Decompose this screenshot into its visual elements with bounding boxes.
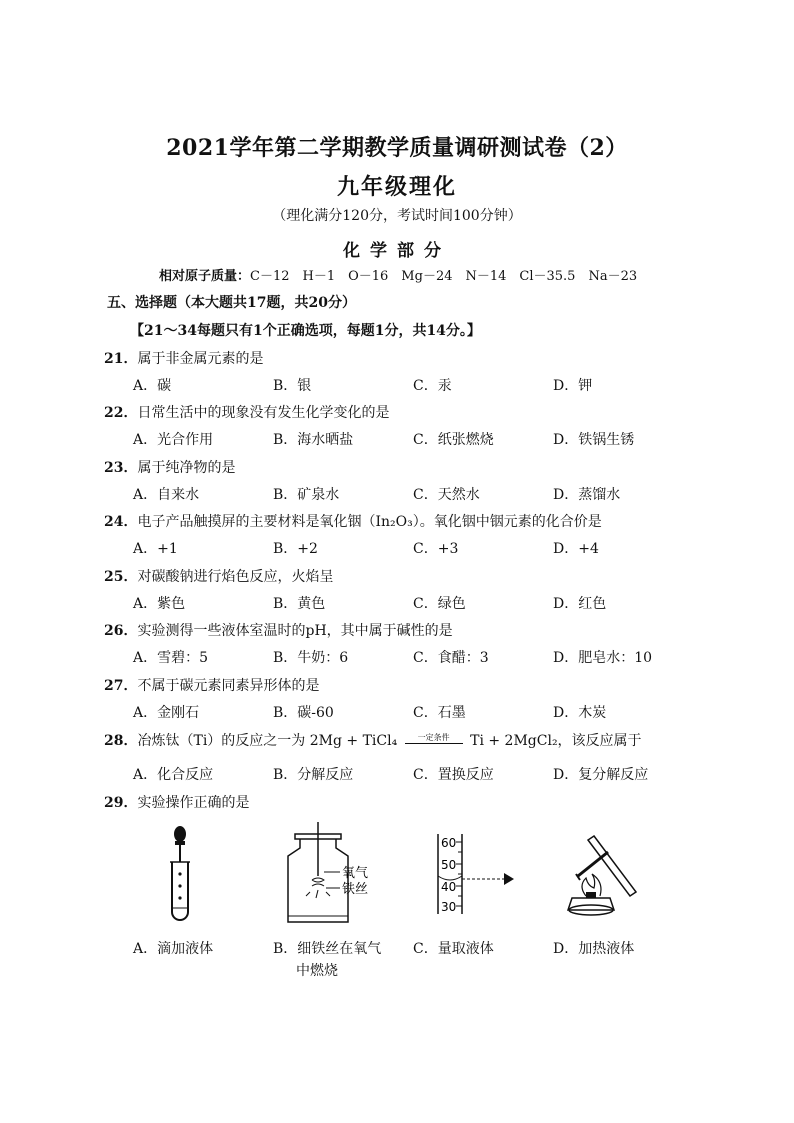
q23-option-a: A．自来水 xyxy=(133,487,200,503)
q23-option-b: B．矿泉水 xyxy=(273,487,340,503)
atomic-masses xyxy=(159,265,637,284)
q21-option-c: C．汞 xyxy=(413,378,452,394)
q27-option-a: A．金刚石 xyxy=(133,705,200,721)
question-stem: 不属于碳元素同素异形体的是 xyxy=(137,678,320,694)
question-29 xyxy=(104,792,249,812)
q27-option-d: D．木炭 xyxy=(553,705,607,721)
q27-option-b: B．碳-60 xyxy=(273,705,334,721)
q25-option-d: D．红色 xyxy=(553,596,607,612)
question-28 xyxy=(104,730,642,750)
q29-option-b-line2: 中燃烧 xyxy=(296,963,338,979)
question-25 xyxy=(104,566,333,586)
graduated-cylinder-figure xyxy=(436,828,524,920)
q26-option-c: C．食醋：3 xyxy=(413,650,489,666)
question-stem: 属于非金属元素的是 xyxy=(137,351,264,367)
q21-option-a: A．碳 xyxy=(133,378,172,394)
tick-40: 40 xyxy=(441,880,457,894)
question-24 xyxy=(104,511,602,531)
q22-option-c: C．纸张燃烧 xyxy=(413,432,494,448)
q22-option-b: B．海水晒盐 xyxy=(273,432,354,448)
question-number: 27． xyxy=(104,678,138,694)
question-number: 29． xyxy=(104,795,138,811)
q28-option-b: B．分解反应 xyxy=(273,767,354,783)
q29-option-d: D．加热液体 xyxy=(553,941,635,957)
question-stem: 实验测得一些液体室温时的pH，其中属于碱性的是 xyxy=(137,623,453,639)
q24-option-c: C．+3 xyxy=(413,541,459,557)
q21-option-b: B．银 xyxy=(273,378,312,394)
exam-note: （理化满分120分，考试时间100分钟） xyxy=(272,208,522,224)
section-title: 化学部分 xyxy=(343,241,451,261)
q21-option-d: D．钾 xyxy=(553,378,593,394)
part-instruction: 【21～34每题只有1个正确选项，每题1分，共14分。】 xyxy=(130,323,481,339)
q27-option-c: C．石墨 xyxy=(413,705,466,721)
q28-option-a: A．化合反应 xyxy=(133,767,214,783)
atomic-masses-values: C－12 H－1 O－16 Mg－24 N－14 Cl－35.5 Na－23 xyxy=(250,269,638,284)
heating-liquid-figure xyxy=(548,830,644,922)
reaction-arrow xyxy=(405,733,463,750)
oxygen-label: 氧气 xyxy=(342,866,369,881)
tick-50: 50 xyxy=(441,858,457,872)
q23-option-c: C．天然水 xyxy=(413,487,480,503)
question-number: 23． xyxy=(104,460,138,476)
q22-option-a: A．光合作用 xyxy=(133,432,214,448)
question-stem-pre: 冶炼钛（Ti）的反应之一为 2Mg + TiCl₄ xyxy=(137,733,398,749)
q25-option-c: C．绿色 xyxy=(413,596,466,612)
q25-option-b: B．黄色 xyxy=(273,596,326,612)
question-stem: 对碳酸钠进行焰色反应，火焰呈 xyxy=(137,569,334,585)
question-stem: 电子产品触摸屏的主要材料是氧化铟（In₂O₃）。氧化铟中铟元素的化合价是 xyxy=(137,514,602,530)
q26-option-b: B．牛奶：6 xyxy=(273,650,349,666)
atomic-masses-label: 相对原子质量： xyxy=(159,269,251,284)
part-title: 五、选择题（本大题共17题，共20分） xyxy=(107,295,356,311)
q24-option-b: B．+2 xyxy=(273,541,318,557)
question-stem: 日常生活中的现象没有发生化学变化的是 xyxy=(137,405,390,421)
q28-option-d: D．复分解反应 xyxy=(553,767,649,783)
question-27 xyxy=(104,675,319,695)
q25-option-a: A．紫色 xyxy=(133,596,186,612)
q29-option-b: B．细铁丝在氧气 xyxy=(273,941,382,957)
q24-option-d: D．+4 xyxy=(553,541,599,557)
iron-wire-label: 铁丝 xyxy=(342,882,369,897)
question-23 xyxy=(104,457,235,477)
tick-30: 30 xyxy=(441,900,457,914)
exam-subject: 九年级理化 xyxy=(336,174,457,200)
question-stem: 实验操作正确的是 xyxy=(137,795,250,811)
q26-option-d: D．肥皂水：10 xyxy=(553,650,653,666)
question-21 xyxy=(104,348,263,368)
question-number: 25． xyxy=(104,569,138,585)
question-22 xyxy=(104,402,389,422)
q26-option-a: A．雪碧：5 xyxy=(133,650,209,666)
reaction-condition: 一定条件 xyxy=(417,732,450,742)
question-number: 28． xyxy=(104,733,138,749)
question-stem: 属于纯净物的是 xyxy=(137,460,236,476)
iron-wire-oxygen-figure xyxy=(280,820,380,928)
tick-60: 60 xyxy=(441,836,457,850)
q29-option-a: A．滴加液体 xyxy=(133,941,214,957)
question-number: 26． xyxy=(104,623,138,639)
question-number: 22． xyxy=(104,405,138,421)
dropper-testtube-figure xyxy=(150,822,210,927)
q23-option-d: D．蒸馏水 xyxy=(553,487,621,503)
q24-option-a: A．+1 xyxy=(133,541,178,557)
question-number: 21． xyxy=(104,351,138,367)
q22-option-d: D．铁锅生锈 xyxy=(553,432,635,448)
question-stem-post: Ti + 2MgCl₂，该反应属于 xyxy=(470,733,642,749)
question-number: 24． xyxy=(104,514,138,530)
q28-option-c: C．置换反应 xyxy=(413,767,494,783)
question-26 xyxy=(104,620,453,640)
q29-option-c: C．量取液体 xyxy=(413,941,494,957)
page-title: 2021学年第二学期教学质量调研测试卷（2） xyxy=(166,135,628,161)
